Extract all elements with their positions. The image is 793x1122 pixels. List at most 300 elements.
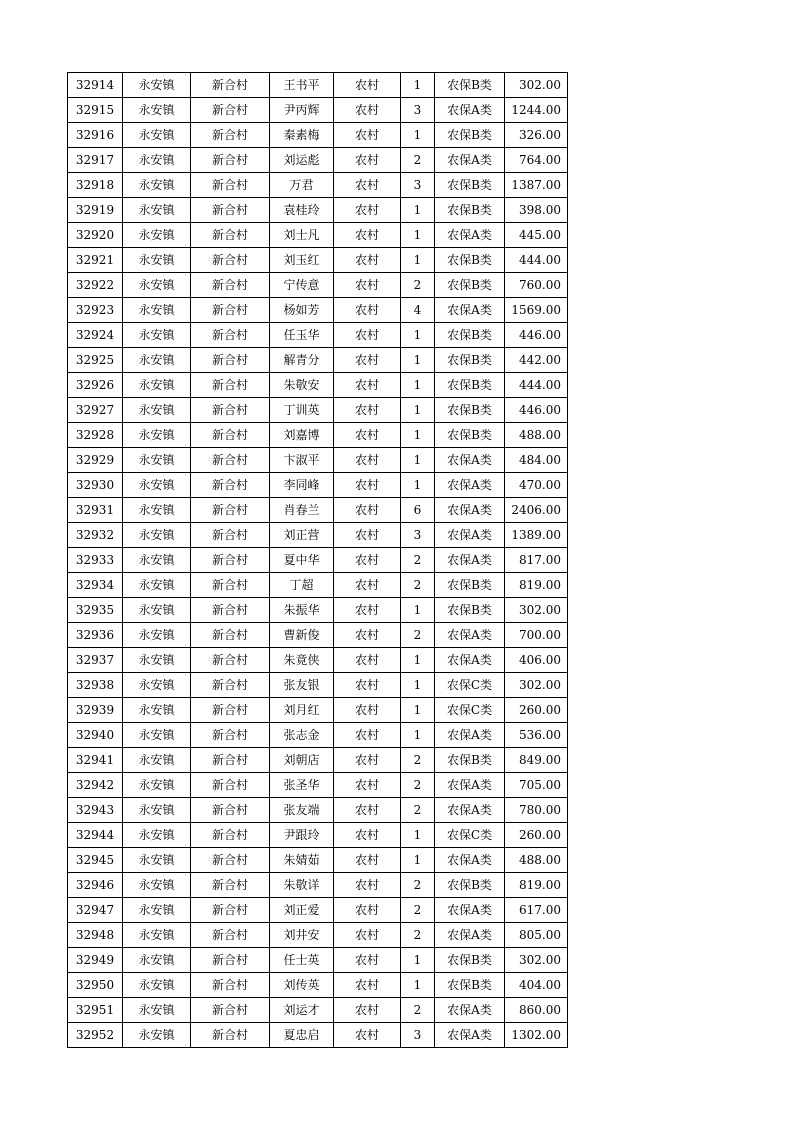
record-id-cell: 32916 bbox=[68, 123, 123, 148]
record-id-cell: 32914 bbox=[68, 73, 123, 98]
town-cell: 永安镇 bbox=[123, 1023, 191, 1048]
table-row bbox=[68, 723, 568, 748]
insurance-category-cell: 农保B类 bbox=[435, 398, 505, 423]
village-cell: 新合村 bbox=[191, 873, 270, 898]
insurance-category-cell: 农保A类 bbox=[435, 848, 505, 873]
person-name-cell: 朱敬详 bbox=[270, 873, 334, 898]
household-type-cell: 农村 bbox=[334, 898, 401, 923]
village-cell: 新合村 bbox=[191, 123, 270, 148]
village-cell: 新合村 bbox=[191, 773, 270, 798]
amount-cell: 446.00 bbox=[505, 398, 568, 423]
village-cell: 新合村 bbox=[191, 198, 270, 223]
insurance-category-cell: 农保B类 bbox=[435, 423, 505, 448]
household-type-cell: 农村 bbox=[334, 398, 401, 423]
table-row bbox=[68, 973, 568, 998]
table-row bbox=[68, 298, 568, 323]
table-row bbox=[68, 523, 568, 548]
member-count-cell: 1 bbox=[401, 73, 435, 98]
village-cell: 新合村 bbox=[191, 823, 270, 848]
member-count-cell: 6 bbox=[401, 498, 435, 523]
household-type-cell: 农村 bbox=[334, 323, 401, 348]
record-id-cell: 32936 bbox=[68, 623, 123, 648]
amount-cell: 700.00 bbox=[505, 623, 568, 648]
insurance-category-cell: 农保A类 bbox=[435, 623, 505, 648]
table-row bbox=[68, 248, 568, 273]
town-cell: 永安镇 bbox=[123, 823, 191, 848]
household-type-cell: 农村 bbox=[334, 623, 401, 648]
record-id-cell: 32918 bbox=[68, 173, 123, 198]
household-type-cell: 农村 bbox=[334, 748, 401, 773]
village-cell: 新合村 bbox=[191, 723, 270, 748]
town-cell: 永安镇 bbox=[123, 648, 191, 673]
household-type-cell: 农村 bbox=[334, 773, 401, 798]
insurance-category-cell: 农保C类 bbox=[435, 823, 505, 848]
table-row bbox=[68, 148, 568, 173]
village-cell: 新合村 bbox=[191, 223, 270, 248]
person-name-cell: 张圣华 bbox=[270, 773, 334, 798]
amount-cell: 617.00 bbox=[505, 898, 568, 923]
table-row bbox=[68, 898, 568, 923]
town-cell: 永安镇 bbox=[123, 148, 191, 173]
amount-cell: 860.00 bbox=[505, 998, 568, 1023]
amount-cell: 260.00 bbox=[505, 823, 568, 848]
member-count-cell: 1 bbox=[401, 823, 435, 848]
amount-cell: 488.00 bbox=[505, 423, 568, 448]
insurance-category-cell: 农保B类 bbox=[435, 373, 505, 398]
town-cell: 永安镇 bbox=[123, 723, 191, 748]
table-row bbox=[68, 823, 568, 848]
table-row bbox=[68, 348, 568, 373]
person-name-cell: 刘玉红 bbox=[270, 248, 334, 273]
table-row bbox=[68, 948, 568, 973]
person-name-cell: 刘运才 bbox=[270, 998, 334, 1023]
member-count-cell: 3 bbox=[401, 173, 435, 198]
village-cell: 新合村 bbox=[191, 698, 270, 723]
person-name-cell: 曹新俊 bbox=[270, 623, 334, 648]
table-row bbox=[68, 873, 568, 898]
amount-cell: 780.00 bbox=[505, 798, 568, 823]
household-type-cell: 农村 bbox=[334, 273, 401, 298]
village-cell: 新合村 bbox=[191, 673, 270, 698]
amount-cell: 849.00 bbox=[505, 748, 568, 773]
member-count-cell: 1 bbox=[401, 598, 435, 623]
amount-cell: 326.00 bbox=[505, 123, 568, 148]
village-cell: 新合村 bbox=[191, 948, 270, 973]
town-cell: 永安镇 bbox=[123, 498, 191, 523]
town-cell: 永安镇 bbox=[123, 848, 191, 873]
record-id-cell: 32949 bbox=[68, 948, 123, 973]
town-cell: 永安镇 bbox=[123, 448, 191, 473]
insurance-category-cell: 农保B类 bbox=[435, 573, 505, 598]
record-id-cell: 32944 bbox=[68, 823, 123, 848]
person-name-cell: 刘传英 bbox=[270, 973, 334, 998]
member-count-cell: 2 bbox=[401, 273, 435, 298]
amount-cell: 817.00 bbox=[505, 548, 568, 573]
insurance-category-cell: 农保A类 bbox=[435, 223, 505, 248]
insurance-category-cell: 农保A类 bbox=[435, 298, 505, 323]
town-cell: 永安镇 bbox=[123, 898, 191, 923]
village-cell: 新合村 bbox=[191, 848, 270, 873]
town-cell: 永安镇 bbox=[123, 298, 191, 323]
amount-cell: 805.00 bbox=[505, 923, 568, 948]
table-row bbox=[68, 173, 568, 198]
village-cell: 新合村 bbox=[191, 248, 270, 273]
insurance-category-cell: 农保B类 bbox=[435, 73, 505, 98]
member-count-cell: 1 bbox=[401, 348, 435, 373]
person-name-cell: 王书平 bbox=[270, 73, 334, 98]
household-type-cell: 农村 bbox=[334, 198, 401, 223]
record-id-cell: 32915 bbox=[68, 98, 123, 123]
insurance-category-cell: 农保A类 bbox=[435, 648, 505, 673]
amount-cell: 260.00 bbox=[505, 698, 568, 723]
amount-cell: 302.00 bbox=[505, 73, 568, 98]
household-type-cell: 农村 bbox=[334, 448, 401, 473]
household-type-cell: 农村 bbox=[334, 973, 401, 998]
record-id-cell: 32950 bbox=[68, 973, 123, 998]
town-cell: 永安镇 bbox=[123, 998, 191, 1023]
person-name-cell: 丁超 bbox=[270, 573, 334, 598]
village-cell: 新合村 bbox=[191, 973, 270, 998]
record-id-cell: 32948 bbox=[68, 923, 123, 948]
person-name-cell: 李同峰 bbox=[270, 473, 334, 498]
member-count-cell: 2 bbox=[401, 573, 435, 598]
town-cell: 永安镇 bbox=[123, 348, 191, 373]
village-cell: 新合村 bbox=[191, 1023, 270, 1048]
town-cell: 永安镇 bbox=[123, 673, 191, 698]
town-cell: 永安镇 bbox=[123, 623, 191, 648]
table-row bbox=[68, 923, 568, 948]
record-id-cell: 32927 bbox=[68, 398, 123, 423]
table-row bbox=[68, 73, 568, 98]
record-id-cell: 32938 bbox=[68, 673, 123, 698]
household-type-cell: 农村 bbox=[334, 223, 401, 248]
household-type-cell: 农村 bbox=[334, 598, 401, 623]
member-count-cell: 2 bbox=[401, 773, 435, 798]
household-type-cell: 农村 bbox=[334, 848, 401, 873]
insurance-category-cell: 农保A类 bbox=[435, 473, 505, 498]
town-cell: 永安镇 bbox=[123, 223, 191, 248]
record-id-cell: 32923 bbox=[68, 298, 123, 323]
household-type-cell: 农村 bbox=[334, 673, 401, 698]
table-row bbox=[68, 323, 568, 348]
member-count-cell: 1 bbox=[401, 848, 435, 873]
record-id-cell: 32920 bbox=[68, 223, 123, 248]
person-name-cell: 刘嘉博 bbox=[270, 423, 334, 448]
household-type-cell: 农村 bbox=[334, 73, 401, 98]
person-name-cell: 刘正爱 bbox=[270, 898, 334, 923]
person-name-cell: 朱婧茹 bbox=[270, 848, 334, 873]
table-row bbox=[68, 623, 568, 648]
insurance-category-cell: 农保B类 bbox=[435, 173, 505, 198]
village-cell: 新合村 bbox=[191, 923, 270, 948]
person-name-cell: 袁桂玲 bbox=[270, 198, 334, 223]
person-name-cell: 朱振华 bbox=[270, 598, 334, 623]
amount-cell: 705.00 bbox=[505, 773, 568, 798]
record-id-cell: 32941 bbox=[68, 748, 123, 773]
amount-cell: 1389.00 bbox=[505, 523, 568, 548]
household-type-cell: 农村 bbox=[334, 373, 401, 398]
table-row bbox=[68, 373, 568, 398]
town-cell: 永安镇 bbox=[123, 398, 191, 423]
record-id-cell: 32935 bbox=[68, 598, 123, 623]
household-type-cell: 农村 bbox=[334, 298, 401, 323]
town-cell: 永安镇 bbox=[123, 798, 191, 823]
insurance-category-cell: 农保B类 bbox=[435, 598, 505, 623]
town-cell: 永安镇 bbox=[123, 273, 191, 298]
town-cell: 永安镇 bbox=[123, 248, 191, 273]
village-cell: 新合村 bbox=[191, 273, 270, 298]
town-cell: 永安镇 bbox=[123, 73, 191, 98]
record-id-cell: 32925 bbox=[68, 348, 123, 373]
table-row bbox=[68, 598, 568, 623]
insurance-category-cell: 农保C类 bbox=[435, 698, 505, 723]
household-type-cell: 农村 bbox=[334, 873, 401, 898]
household-type-cell: 农村 bbox=[334, 998, 401, 1023]
insurance-category-cell: 农保A类 bbox=[435, 523, 505, 548]
village-cell: 新合村 bbox=[191, 398, 270, 423]
member-count-cell: 2 bbox=[401, 998, 435, 1023]
household-type-cell: 农村 bbox=[334, 798, 401, 823]
amount-cell: 444.00 bbox=[505, 373, 568, 398]
member-count-cell: 2 bbox=[401, 748, 435, 773]
member-count-cell: 1 bbox=[401, 698, 435, 723]
town-cell: 永安镇 bbox=[123, 748, 191, 773]
household-type-cell: 农村 bbox=[334, 648, 401, 673]
table-row bbox=[68, 673, 568, 698]
table-row bbox=[68, 573, 568, 598]
member-count-cell: 1 bbox=[401, 473, 435, 498]
town-cell: 永安镇 bbox=[123, 973, 191, 998]
table-row bbox=[68, 648, 568, 673]
household-type-cell: 农村 bbox=[334, 823, 401, 848]
person-name-cell: 张志金 bbox=[270, 723, 334, 748]
member-count-cell: 1 bbox=[401, 398, 435, 423]
village-cell: 新合村 bbox=[191, 323, 270, 348]
member-count-cell: 1 bbox=[401, 673, 435, 698]
record-id-cell: 32924 bbox=[68, 323, 123, 348]
table-row bbox=[68, 473, 568, 498]
household-type-cell: 农村 bbox=[334, 573, 401, 598]
record-id-cell: 32951 bbox=[68, 998, 123, 1023]
household-type-cell: 农村 bbox=[334, 948, 401, 973]
amount-cell: 442.00 bbox=[505, 348, 568, 373]
amount-cell: 302.00 bbox=[505, 598, 568, 623]
table-row bbox=[68, 423, 568, 448]
amount-cell: 302.00 bbox=[505, 673, 568, 698]
person-name-cell: 秦素梅 bbox=[270, 123, 334, 148]
person-name-cell: 尹丙辉 bbox=[270, 98, 334, 123]
amount-cell: 302.00 bbox=[505, 948, 568, 973]
record-id-cell: 32928 bbox=[68, 423, 123, 448]
record-id-cell: 32919 bbox=[68, 198, 123, 223]
town-cell: 永安镇 bbox=[123, 523, 191, 548]
household-type-cell: 农村 bbox=[334, 498, 401, 523]
member-count-cell: 1 bbox=[401, 948, 435, 973]
insurance-category-cell: 农保A类 bbox=[435, 448, 505, 473]
member-count-cell: 4 bbox=[401, 298, 435, 323]
person-name-cell: 尹跟玲 bbox=[270, 823, 334, 848]
table-row bbox=[68, 198, 568, 223]
insurance-category-cell: 农保B类 bbox=[435, 873, 505, 898]
insurance-category-cell: 农保B类 bbox=[435, 198, 505, 223]
member-count-cell: 1 bbox=[401, 723, 435, 748]
amount-cell: 819.00 bbox=[505, 573, 568, 598]
table-row bbox=[68, 798, 568, 823]
town-cell: 永安镇 bbox=[123, 423, 191, 448]
village-cell: 新合村 bbox=[191, 173, 270, 198]
town-cell: 永安镇 bbox=[123, 923, 191, 948]
record-id-cell: 32945 bbox=[68, 848, 123, 873]
village-cell: 新合村 bbox=[191, 523, 270, 548]
person-name-cell: 刘井安 bbox=[270, 923, 334, 948]
record-id-cell: 32952 bbox=[68, 1023, 123, 1048]
records-table bbox=[67, 72, 568, 1048]
household-type-cell: 农村 bbox=[334, 248, 401, 273]
person-name-cell: 杨如芳 bbox=[270, 298, 334, 323]
household-type-cell: 农村 bbox=[334, 523, 401, 548]
member-count-cell: 2 bbox=[401, 548, 435, 573]
record-id-cell: 32917 bbox=[68, 148, 123, 173]
table-row bbox=[68, 448, 568, 473]
town-cell: 永安镇 bbox=[123, 173, 191, 198]
person-name-cell: 丁训英 bbox=[270, 398, 334, 423]
household-type-cell: 农村 bbox=[334, 348, 401, 373]
record-id-cell: 32933 bbox=[68, 548, 123, 573]
records-table-body bbox=[68, 73, 568, 1048]
village-cell: 新合村 bbox=[191, 148, 270, 173]
record-id-cell: 32929 bbox=[68, 448, 123, 473]
town-cell: 永安镇 bbox=[123, 98, 191, 123]
town-cell: 永安镇 bbox=[123, 123, 191, 148]
insurance-category-cell: 农保A类 bbox=[435, 773, 505, 798]
village-cell: 新合村 bbox=[191, 448, 270, 473]
household-type-cell: 农村 bbox=[334, 698, 401, 723]
insurance-category-cell: 农保A类 bbox=[435, 148, 505, 173]
village-cell: 新合村 bbox=[191, 73, 270, 98]
village-cell: 新合村 bbox=[191, 423, 270, 448]
amount-cell: 536.00 bbox=[505, 723, 568, 748]
household-type-cell: 农村 bbox=[334, 723, 401, 748]
insurance-category-cell: 农保B类 bbox=[435, 948, 505, 973]
person-name-cell: 肖春兰 bbox=[270, 498, 334, 523]
record-id-cell: 32934 bbox=[68, 573, 123, 598]
amount-cell: 819.00 bbox=[505, 873, 568, 898]
village-cell: 新合村 bbox=[191, 598, 270, 623]
record-id-cell: 32947 bbox=[68, 898, 123, 923]
town-cell: 永安镇 bbox=[123, 573, 191, 598]
member-count-cell: 3 bbox=[401, 1023, 435, 1048]
household-type-cell: 农村 bbox=[334, 423, 401, 448]
household-type-cell: 农村 bbox=[334, 173, 401, 198]
insurance-category-cell: 农保C类 bbox=[435, 673, 505, 698]
record-id-cell: 32942 bbox=[68, 773, 123, 798]
village-cell: 新合村 bbox=[191, 998, 270, 1023]
amount-cell: 446.00 bbox=[505, 323, 568, 348]
village-cell: 新合村 bbox=[191, 573, 270, 598]
village-cell: 新合村 bbox=[191, 348, 270, 373]
table-row bbox=[68, 398, 568, 423]
amount-cell: 764.00 bbox=[505, 148, 568, 173]
person-name-cell: 解青分 bbox=[270, 348, 334, 373]
member-count-cell: 3 bbox=[401, 523, 435, 548]
person-name-cell: 夏中华 bbox=[270, 548, 334, 573]
table-row bbox=[68, 748, 568, 773]
person-name-cell: 卞淑平 bbox=[270, 448, 334, 473]
record-id-cell: 32922 bbox=[68, 273, 123, 298]
town-cell: 永安镇 bbox=[123, 323, 191, 348]
village-cell: 新合村 bbox=[191, 548, 270, 573]
member-count-cell: 1 bbox=[401, 448, 435, 473]
town-cell: 永安镇 bbox=[123, 473, 191, 498]
member-count-cell: 2 bbox=[401, 798, 435, 823]
household-type-cell: 农村 bbox=[334, 1023, 401, 1048]
person-name-cell: 朱竟侠 bbox=[270, 648, 334, 673]
person-name-cell: 刘朝店 bbox=[270, 748, 334, 773]
household-type-cell: 农村 bbox=[334, 923, 401, 948]
insurance-category-cell: 农保A类 bbox=[435, 723, 505, 748]
amount-cell: 444.00 bbox=[505, 248, 568, 273]
household-type-cell: 农村 bbox=[334, 148, 401, 173]
amount-cell: 406.00 bbox=[505, 648, 568, 673]
insurance-category-cell: 农保B类 bbox=[435, 323, 505, 348]
household-type-cell: 农村 bbox=[334, 473, 401, 498]
insurance-category-cell: 农保B类 bbox=[435, 748, 505, 773]
record-id-cell: 32937 bbox=[68, 648, 123, 673]
person-name-cell: 张友银 bbox=[270, 673, 334, 698]
amount-cell: 1569.00 bbox=[505, 298, 568, 323]
town-cell: 永安镇 bbox=[123, 773, 191, 798]
record-id-cell: 32946 bbox=[68, 873, 123, 898]
table-row bbox=[68, 773, 568, 798]
village-cell: 新合村 bbox=[191, 473, 270, 498]
member-count-cell: 2 bbox=[401, 148, 435, 173]
insurance-category-cell: 农保A类 bbox=[435, 498, 505, 523]
person-name-cell: 张友端 bbox=[270, 798, 334, 823]
person-name-cell: 任玉华 bbox=[270, 323, 334, 348]
person-name-cell: 刘正营 bbox=[270, 523, 334, 548]
member-count-cell: 1 bbox=[401, 973, 435, 998]
amount-cell: 1302.00 bbox=[505, 1023, 568, 1048]
village-cell: 新合村 bbox=[191, 298, 270, 323]
table-row bbox=[68, 1023, 568, 1048]
member-count-cell: 1 bbox=[401, 323, 435, 348]
village-cell: 新合村 bbox=[191, 498, 270, 523]
record-id-cell: 32921 bbox=[68, 248, 123, 273]
amount-cell: 1387.00 bbox=[505, 173, 568, 198]
amount-cell: 2406.00 bbox=[505, 498, 568, 523]
amount-cell: 484.00 bbox=[505, 448, 568, 473]
town-cell: 永安镇 bbox=[123, 873, 191, 898]
table-row bbox=[68, 698, 568, 723]
person-name-cell: 任士英 bbox=[270, 948, 334, 973]
insurance-category-cell: 农保A类 bbox=[435, 798, 505, 823]
member-count-cell: 2 bbox=[401, 923, 435, 948]
member-count-cell: 2 bbox=[401, 873, 435, 898]
record-id-cell: 32932 bbox=[68, 523, 123, 548]
member-count-cell: 1 bbox=[401, 248, 435, 273]
person-name-cell: 刘士凡 bbox=[270, 223, 334, 248]
record-id-cell: 32930 bbox=[68, 473, 123, 498]
person-name-cell: 刘运彪 bbox=[270, 148, 334, 173]
member-count-cell: 1 bbox=[401, 198, 435, 223]
town-cell: 永安镇 bbox=[123, 598, 191, 623]
insurance-category-cell: 农保B类 bbox=[435, 248, 505, 273]
member-count-cell: 2 bbox=[401, 623, 435, 648]
record-id-cell: 32943 bbox=[68, 798, 123, 823]
member-count-cell: 1 bbox=[401, 648, 435, 673]
person-name-cell: 朱敬安 bbox=[270, 373, 334, 398]
insurance-category-cell: 农保A类 bbox=[435, 898, 505, 923]
